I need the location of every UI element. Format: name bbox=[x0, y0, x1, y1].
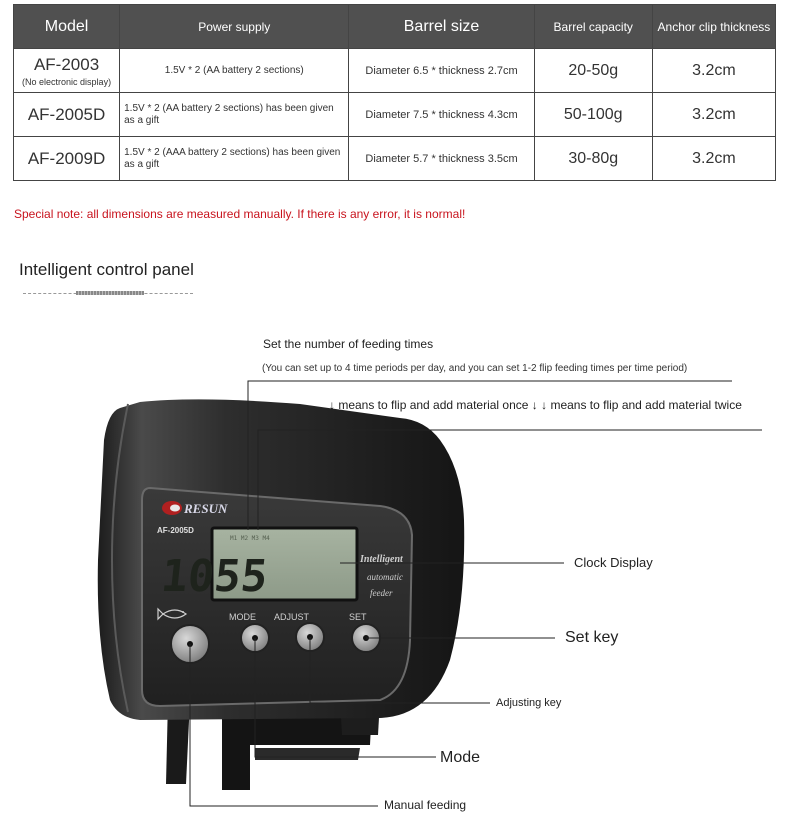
header-barrel-capacity: Barrel capacity bbox=[534, 5, 652, 49]
header-barrel-size: Barrel size bbox=[349, 5, 534, 49]
annotation-clock-display: Clock Display bbox=[574, 555, 653, 570]
cell-clip: 3.2cm bbox=[652, 49, 775, 93]
special-note: Special note: all dimensions are measured manually. If there is any error, it is normal! bbox=[14, 207, 466, 221]
set-label: SET bbox=[349, 612, 367, 622]
model-label: AF-2005D bbox=[157, 526, 194, 535]
model-name: AF-2003 bbox=[33, 54, 100, 74]
cell-model: AF-2005D bbox=[14, 93, 120, 137]
cell-size: Diameter 6.5 * thickness 2.7cm bbox=[349, 49, 534, 93]
panel-text-intelligent: Intelligent bbox=[360, 554, 403, 565]
header-power: Power supply bbox=[120, 5, 349, 49]
annotation-adjusting-key: Adjusting key bbox=[496, 697, 562, 709]
cell-power: 1.5V * 2 (AA battery 2 sections) has been given as a gift bbox=[120, 93, 349, 137]
cell-size: Diameter 5.7 * thickness 3.5cm bbox=[349, 137, 534, 181]
cell-capacity: 30-80g bbox=[534, 137, 652, 181]
brand-text: RESUN bbox=[184, 501, 228, 516]
adjust-label: ADJUST bbox=[274, 612, 310, 622]
annotation-feeding-sub: (You can set up to 4 time periods per day, and you can set 1-2 flip feeding times per time period) bbox=[262, 363, 688, 374]
annotation-mode: Mode bbox=[440, 749, 481, 766]
header-clip-thickness: Anchor clip thickness bbox=[652, 5, 775, 49]
cell-power: 1.5V * 2 (AA battery 2 sections) bbox=[120, 49, 349, 93]
cell-power: 1.5V * 2 (AAA battery 2 sections) has been given as a gift bbox=[120, 137, 349, 181]
header-model: Model bbox=[14, 5, 120, 49]
resun-logo bbox=[162, 501, 228, 516]
panel-text-automatic: automatic bbox=[367, 572, 403, 582]
mode-label: MODE bbox=[229, 612, 256, 622]
cell-capacity: 20-50g bbox=[534, 49, 652, 93]
cell-clip: 3.2cm bbox=[652, 137, 775, 181]
annotation-arrows: ↓ means to flip and add material once ↓ ↓ means to flip and add material twice bbox=[329, 398, 742, 412]
cell-model: AF-2009D bbox=[14, 137, 120, 181]
cell-capacity: 50-100g bbox=[534, 93, 652, 137]
cell-clip: 3.2cm bbox=[652, 93, 775, 137]
lcd-digits: 1055 bbox=[158, 551, 271, 602]
lcd-markers: M1 M2 M3 M4 bbox=[230, 535, 270, 542]
section-title: Intelligent control panel bbox=[19, 260, 194, 279]
annotation-manual-feeding: Manual feeding bbox=[384, 798, 467, 812]
annotation-feeding-title: Set the number of feeding times bbox=[263, 337, 434, 351]
model-note: (No electronic display) bbox=[22, 76, 112, 87]
annotation-set-key: Set key bbox=[565, 629, 619, 646]
panel-text-feeder: feeder bbox=[370, 588, 393, 598]
cell-size: Diameter 7.5 * thickness 4.3cm bbox=[349, 93, 534, 137]
